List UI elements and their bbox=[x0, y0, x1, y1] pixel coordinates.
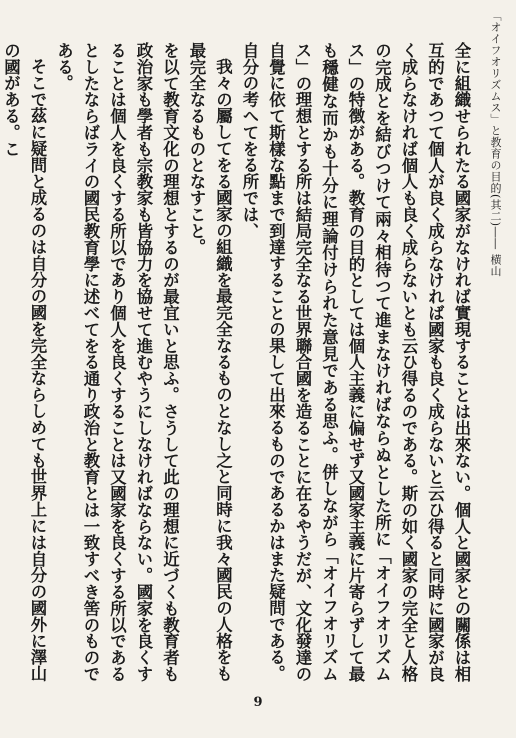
paragraph-intro: 自分の考へてをる所では、 bbox=[240, 42, 259, 239]
paragraph-question: そこで茲に疑問と成るのは自分の國を完全ならしめても世界上には自分の國外に澤山の國がある。こ bbox=[1, 42, 47, 682]
paragraph-thesis: 我々の屬してをる國家の組織を最完全なるものとなし之と同時に我々國民の人格をも最完全なるものとなすこと。 bbox=[187, 42, 233, 682]
paragraph-argument: を以て教育文化の理想とするのが最宜いと思ふ。さうして此の理想に近づくも教育者も政治家も學者も宗教家も皆協力を協せて進むやうにしなければならない。國家を良くすることは個人を良くする所以であり個人を良くすることは又國家を良くする所以であるとしたならばライの國民教育學に述べてをる通り政治と教育とは一致すべき筈のものである。 bbox=[54, 42, 180, 682]
body-text bbox=[1, 42, 474, 682]
running-header: 「オイフオリズムス」と教育の目的(其二)―― 横山 bbox=[489, 10, 502, 277]
paragraph-continuation: 全に組織せられたる國家がなければ實現することは出來ない。個人と國家との關係は相互的であつて個人が良く成らなければ國家も良く成らないと云ひ得ると同時に國家が良く成らなければ個人も良く成らないとも云ひ得るのである。斯の如く國家の完全と人格の完成とを結びつけて兩々相待つて進まなければならぬとした所に「オイフオリズムス」の特徴がある。教育の目的としては個人主義に偏せず又國家主義に片寄らずして最も穩健な而かも十分に理論付けられた意見である思ふ。併しながら「オイフオリズムス」の理想とする所は結局完全なる世界聯合國を造ることに在るやうだが、文化發達の自覺に依て斯樣な點まで到達することの果して出來るものであるかはまた疑問である。 bbox=[266, 42, 471, 682]
page-number: 9 bbox=[253, 695, 263, 710]
